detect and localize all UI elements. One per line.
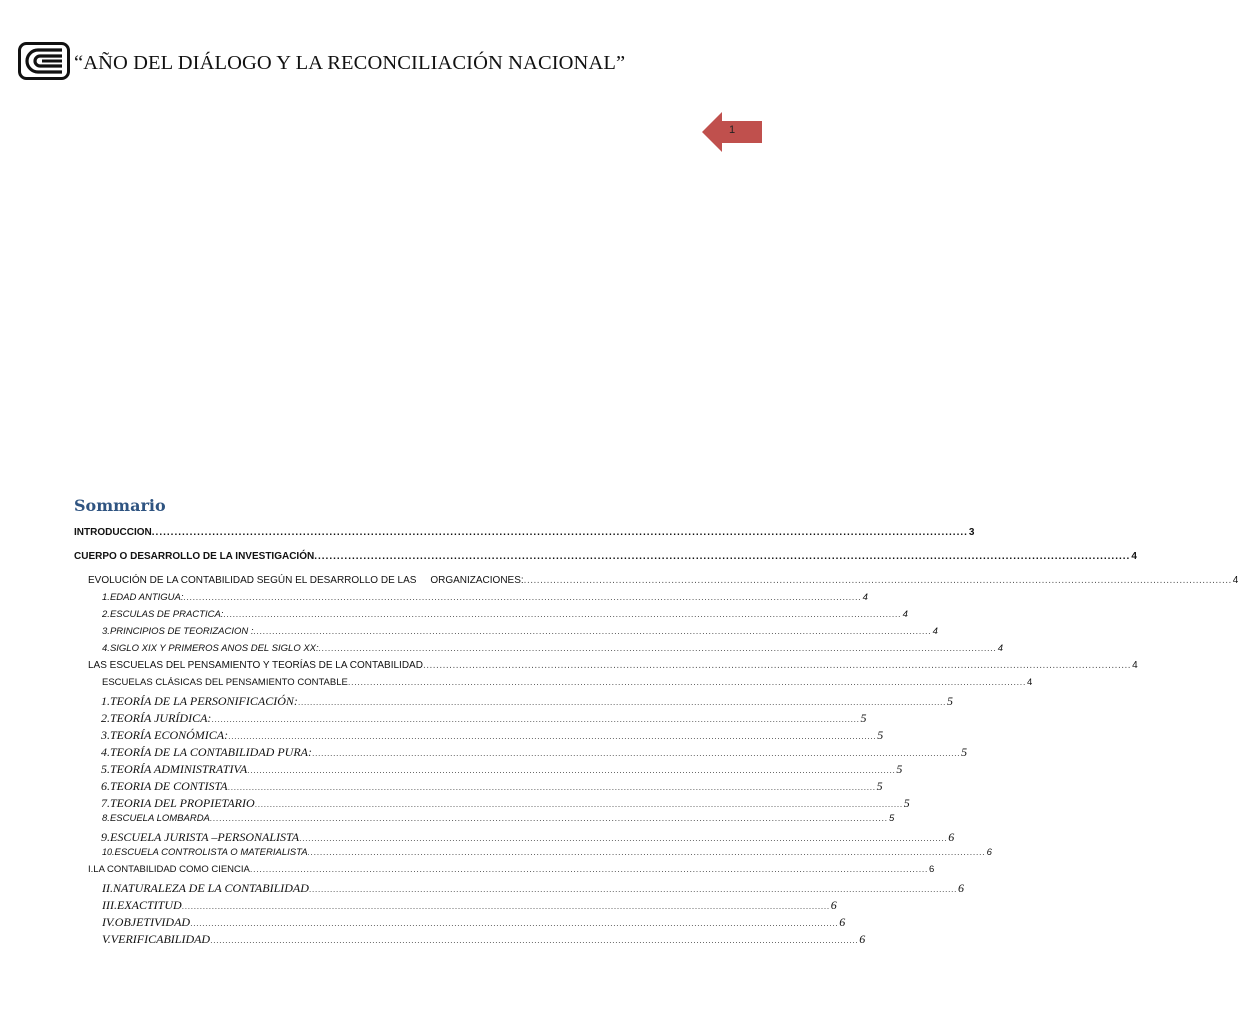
- dot-leader: ........................................................................................................................................................................................................................: [247, 765, 896, 775]
- toc-entry-text: ESCUELAS CLÁSICAS DEL PENSAMIENTO CONTABLE: [102, 677, 348, 688]
- toc-entry-page: 5: [876, 779, 883, 793]
- toc-entry-number: 2.: [102, 609, 110, 620]
- toc-entry-text: LA CONTABILIDAD COMO CIENCIA: [93, 864, 250, 875]
- dot-leader: ........................................................................................................................................................................................................................: [227, 782, 876, 792]
- dot-leader: ........................................................................................................................................................................................................................: [254, 799, 903, 809]
- institution-logo-icon: [18, 42, 70, 80]
- toc-entry-number: 5.: [101, 762, 110, 776]
- toc-entry[interactable]: [74, 864, 935, 881]
- toc-entry-number: 10.: [102, 847, 115, 857]
- toc-entry[interactable]: [74, 813, 895, 830]
- table-of-contents: [74, 496, 1238, 949]
- toc-entry[interactable]: [74, 711, 867, 728]
- toc-entry-text: TEORÍA ADMINISTRATIVA: [110, 762, 248, 776]
- toc-entry-text: EXACTITUD: [117, 898, 182, 912]
- toc-entry-page: 6: [948, 830, 955, 844]
- toc-entry-number: V.: [102, 932, 111, 946]
- dot-leader: ........................................................................................................................................................................................................................: [249, 864, 929, 875]
- toc-entry-page: 4: [1026, 677, 1033, 688]
- toc-entry[interactable]: [74, 643, 1004, 660]
- toc-entry-number: II.: [102, 881, 113, 895]
- toc-entry-number: IV.: [102, 915, 115, 929]
- toc-entry-number: III.: [102, 898, 117, 912]
- dot-leader: ........................................................................................................................................................................................................................: [297, 697, 946, 707]
- dot-leader: ........................................................................................................................................................................................................................: [210, 935, 859, 945]
- toc-entry-text: SIGLO XIX Y PRIMEROS ANOS DEL SIGLO XX:: [109, 643, 319, 654]
- toc-entry-page: 5: [896, 762, 903, 776]
- toc-entry-number: 4.: [102, 643, 110, 654]
- toc-entry-page: 4: [1132, 660, 1138, 671]
- toc-entry[interactable]: [74, 626, 938, 643]
- dot-leader: ........................................................................................................................................................................................................................: [253, 626, 932, 637]
- toc-entry[interactable]: [74, 932, 866, 949]
- toc-entry-number: 9.: [101, 830, 110, 844]
- toc-entry-text: NATURALEZA DE LA CONTABILIDAD: [113, 881, 309, 895]
- toc-entry[interactable]: [74, 881, 965, 898]
- dot-leader: ........................................................................................................................................................................................................................: [308, 884, 958, 894]
- dot-leader: ........................................................................................................................................................................................................................: [211, 714, 860, 724]
- toc-entry-text: EDAD ANTIGUA:: [109, 592, 184, 603]
- toc-entry-page: 5: [860, 711, 867, 725]
- dot-leader: ........................................................................................................................................................................................................................: [299, 833, 948, 843]
- dot-leader: ........................................................................................................................................................................................................................: [190, 918, 839, 928]
- dot-leader: ........................................................................................................................................................................................................................: [228, 731, 877, 741]
- toc-entry-page: 4: [932, 626, 938, 637]
- toc-title: Sommario: [74, 496, 166, 515]
- toc-entry-text: CUERPO O DESARROLLO DE LA INVESTIGACIÓN: [74, 551, 315, 562]
- header-title: “AÑO DEL DIÁLOGO Y LA RECONCILIACIÓN NACIONAL”: [74, 52, 626, 74]
- dot-leader: ........................................................................................................................................................................................................................: [151, 527, 968, 538]
- dot-leader: ........................................................................................................................................................................................................................: [307, 847, 986, 858]
- toc-entry-number: 4.: [101, 745, 110, 759]
- toc-entry[interactable]: [74, 728, 884, 745]
- toc-entry-number: 3.: [102, 626, 110, 637]
- toc-entry[interactable]: [74, 745, 968, 762]
- toc-entry-page: 4: [902, 609, 908, 620]
- toc-entry[interactable]: [74, 609, 908, 626]
- dot-leader: ........................................................................................................................................................................................................................: [523, 575, 1232, 586]
- toc-entry-text: TEORIA DE CONTISTA: [110, 779, 228, 793]
- toc-entry-text: ESCUELA JURISTA –PERSONALISTA: [110, 830, 300, 844]
- dot-leader: ........................................................................................................................................................................................................................: [312, 748, 961, 758]
- dot-leader: ........................................................................................................................................................................................................................: [314, 551, 1131, 562]
- toc-entry[interactable]: [74, 830, 955, 847]
- toc-entry-page: 6: [830, 898, 837, 912]
- toc-entry-page: 5: [877, 728, 884, 742]
- toc-entry-text: TEORÍA DE LA CONTABILIDAD PURA:: [110, 745, 312, 759]
- dot-leader: ........................................................................................................................................................................................................................: [223, 609, 902, 620]
- toc-entry-number: 3.: [101, 728, 110, 742]
- toc-entry-page: 3: [968, 527, 975, 538]
- toc-entry-text: ESCUELA LOMBARDA: [109, 813, 210, 824]
- dot-leader: ........................................................................................................................................................................................................................: [183, 592, 862, 603]
- toc-entry[interactable]: [74, 575, 1238, 592]
- dot-leader: ........................................................................................................................................................................................................................: [209, 813, 889, 824]
- toc-entry-page: 5: [903, 796, 910, 810]
- toc-entry[interactable]: [74, 551, 1137, 575]
- toc-entry-text: VERIFICABILIDAD: [110, 932, 211, 946]
- toc-entry-text: OBJETIVIDAD: [114, 915, 191, 929]
- toc-entry-page: 6: [929, 864, 935, 875]
- dot-leader: ........................................................................................................................................................................................................................: [347, 677, 1026, 688]
- toc-entry[interactable]: [74, 660, 1138, 677]
- toc-entry-page: 4: [1232, 575, 1238, 586]
- toc-entry-text: TEORÍA DE LA PERSONIFICACIÓN:: [110, 694, 298, 708]
- toc-entry-page: 5: [946, 694, 953, 708]
- toc-entry-number: 7.: [101, 796, 110, 810]
- toc-entry[interactable]: [74, 527, 975, 551]
- dot-leader: ........................................................................................................................................................................................................................: [422, 660, 1132, 671]
- toc-entry[interactable]: [74, 915, 846, 932]
- toc-entry-page: 4: [1131, 551, 1137, 562]
- toc-entry-number: 8.: [102, 813, 110, 824]
- toc-entry-text: TEORIA DEL PROPIETARIO: [110, 796, 255, 810]
- dot-leader: ........................................................................................................................................................................................................................: [181, 901, 830, 911]
- document-header: [18, 42, 758, 82]
- toc-entry[interactable]: [74, 677, 1033, 694]
- toc-entry-page: 5: [961, 745, 968, 759]
- toc-entry-page: 6: [859, 932, 866, 946]
- toc-entry-text: TEORÍA JURÍDICA:: [110, 711, 212, 725]
- toc-entry[interactable]: [74, 847, 992, 864]
- toc-entry[interactable]: [74, 779, 883, 796]
- dot-leader: ........................................................................................................................................................................................................................: [318, 643, 997, 654]
- toc-entry-page: 6: [986, 847, 992, 858]
- toc-entry-page: 4: [997, 643, 1004, 654]
- toc-entry[interactable]: [74, 694, 953, 711]
- toc-entry-number: 1.: [101, 694, 110, 708]
- toc-entry-number: 1.: [102, 592, 110, 603]
- toc-entry-number: 6.: [101, 779, 110, 793]
- toc-entry-text: ESCULAS DE PRACTICA:: [109, 609, 224, 620]
- page-number: 1: [728, 124, 736, 136]
- toc-entry[interactable]: [74, 762, 903, 779]
- toc-entry-text: PRINCIPIOS DE TEORIZACION :: [109, 626, 254, 637]
- toc-entry-number: 2.: [101, 711, 110, 725]
- toc-entry-text: EVOLUCIÓN DE LA CONTABILIDAD SEGÚN EL DESARROLLO DE LAS ORGANIZACIONES:: [88, 575, 524, 586]
- toc-entry[interactable]: [74, 592, 868, 609]
- toc-entry-text: LAS ESCUELAS DEL PENSAMIENTO Y TEORÍAS DE LA CONTABILIDAD: [88, 660, 423, 671]
- toc-entry[interactable]: [74, 796, 910, 813]
- toc-entry-text: INTRODUCCION: [74, 527, 152, 538]
- toc-entry-text: ESCUELA CONTROLISTA O MATERIALISTA: [114, 847, 308, 858]
- toc-entry-text: TEORÍA ECONÓMICA:: [110, 728, 229, 742]
- toc-entry[interactable]: [74, 898, 837, 915]
- toc-entry-page: 6: [839, 915, 846, 929]
- toc-entry-page: 4: [862, 592, 868, 603]
- toc-entry-page: 5: [889, 813, 895, 824]
- toc-entry-page: 6: [958, 881, 965, 895]
- toc-entry-number: I.: [88, 864, 94, 875]
